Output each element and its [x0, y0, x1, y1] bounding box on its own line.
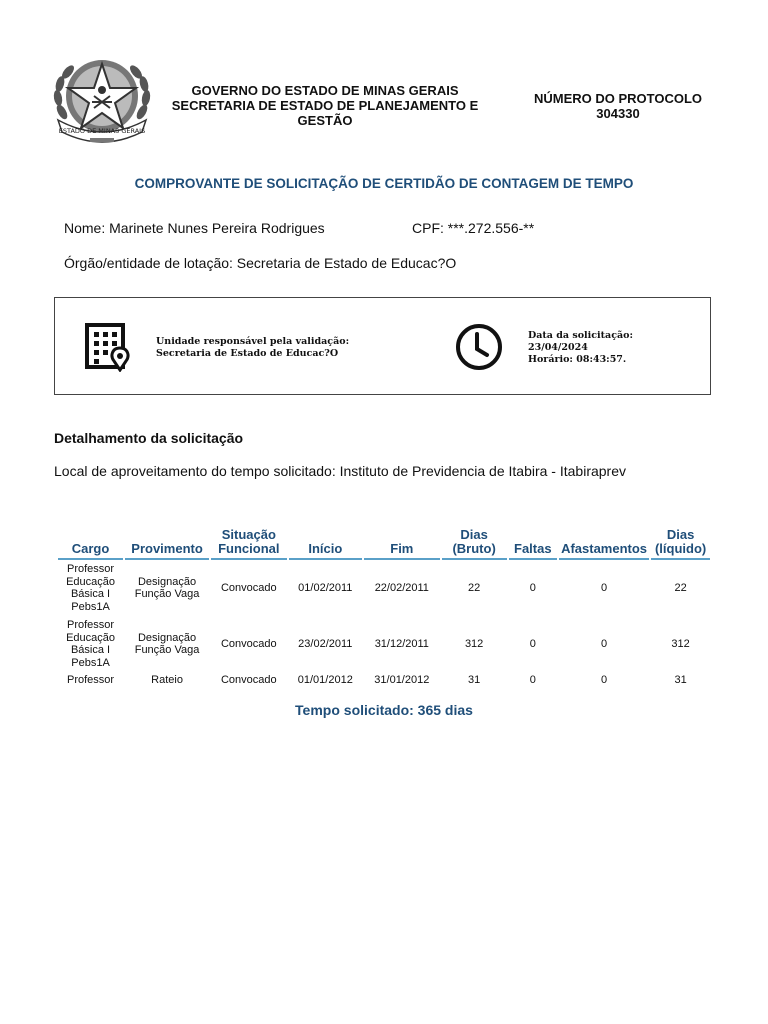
column-header: Situação Funcional	[211, 526, 287, 560]
protocol-block	[520, 91, 716, 121]
table-cell: 0	[529, 637, 536, 650]
table-row	[58, 616, 710, 672]
table-cell: Convocado	[220, 673, 277, 686]
column-header: Provimento	[125, 526, 209, 560]
time-details-table	[56, 526, 712, 688]
table-cell: Professor Educação Básica I Pebs1A	[66, 563, 115, 613]
table-cell: Designação Função Vaga	[134, 575, 200, 600]
clock-icon	[454, 322, 504, 377]
secretariat-name: SECRETARIA DE ESTADO DE PLANEJAMENTO E GESTÃO	[171, 98, 479, 128]
total-time: Tempo solicitado: 365 dias	[295, 702, 473, 718]
column-header: Dias (Bruto)	[442, 526, 507, 560]
validation-unit	[156, 336, 349, 360]
request-date	[528, 330, 633, 366]
table-row	[58, 560, 710, 616]
request-date-value: 23/04/2024	[528, 342, 588, 353]
svg-text:ESTADO DE MINAS GERAIS: ESTADO DE MINAS GERAIS	[58, 127, 146, 135]
table-cell: Convocado	[220, 581, 277, 594]
table-cell: 31	[674, 673, 687, 686]
column-header: Fim	[364, 526, 440, 560]
table-cell: Professor Educação Básica I Pebs1A	[66, 619, 115, 669]
table-cell: 0	[600, 673, 608, 686]
person-name: Nome: Marinete Nunes Pereira Rodrigues	[64, 220, 325, 236]
column-header: Cargo	[58, 526, 123, 560]
column-header: Faltas	[509, 526, 557, 560]
person-organization: Órgão/entidade de lotação: Secretaria de Estado de Educac?O	[64, 255, 457, 271]
table-cell: 22/02/2011	[374, 581, 429, 594]
request-time-value: Horário: 08:43:57.	[528, 354, 627, 365]
table-cell: Professor	[66, 673, 115, 686]
document-title: COMPROVANTE DE SOLICITAÇÃO DE CERTIDÃO DE CONTAGEM DE TEMPO	[134, 176, 634, 191]
validation-unit-value: Secretaria de Estado de Educac?O	[156, 348, 339, 359]
table-cell: 0	[529, 673, 536, 686]
table-cell: 312	[671, 637, 690, 650]
table-cell: 312	[464, 637, 484, 650]
column-header: Dias (líquido)	[651, 526, 710, 560]
person-cpf: CPF: ***.272.556-**	[412, 220, 535, 236]
protocol-label: NÚMERO DO PROTOCOLO	[533, 91, 703, 106]
table-cell: 0	[529, 581, 536, 594]
table-cell: 22	[468, 581, 481, 594]
validation-unit-label: Unidade responsável pela validação:	[156, 336, 350, 347]
table-body	[58, 560, 710, 688]
table-cell: 22	[674, 581, 687, 594]
table-cell: 31/01/2012	[374, 673, 430, 686]
destination-local: Local de aproveitamento do tempo solicitado: Instituto de Previdencia de Itabira - Itabiraprev	[54, 463, 626, 479]
detail-heading: Detalhamento da solicitação	[54, 430, 244, 446]
state-seal-logo	[52, 52, 152, 144]
table-cell: Designação Função Vaga	[134, 631, 200, 656]
column-header: Afastamentos	[559, 526, 649, 560]
table-cell: 0	[600, 637, 608, 650]
building-location-icon	[84, 322, 130, 377]
protocol-number: 304330	[596, 106, 640, 121]
request-date-label: Data da solicitação:	[528, 330, 633, 341]
table-cell: Rateio	[151, 673, 183, 686]
table-row	[58, 672, 710, 688]
table-cell: Convocado	[220, 637, 277, 650]
table-cell: 23/02/2011	[298, 637, 353, 650]
table-cell: 31	[468, 673, 481, 686]
table-cell: 01/02/2011	[298, 581, 353, 594]
gov-name: GOVERNO DO ESTADO DE MINAS GERAIS	[191, 83, 459, 98]
table-cell: 01/01/2012	[297, 673, 353, 686]
column-header: Início	[289, 526, 362, 560]
government-header	[160, 83, 490, 128]
table-header-row	[58, 526, 710, 560]
table-cell: 0	[600, 581, 608, 594]
table-cell: 31/12/2011	[374, 637, 429, 650]
